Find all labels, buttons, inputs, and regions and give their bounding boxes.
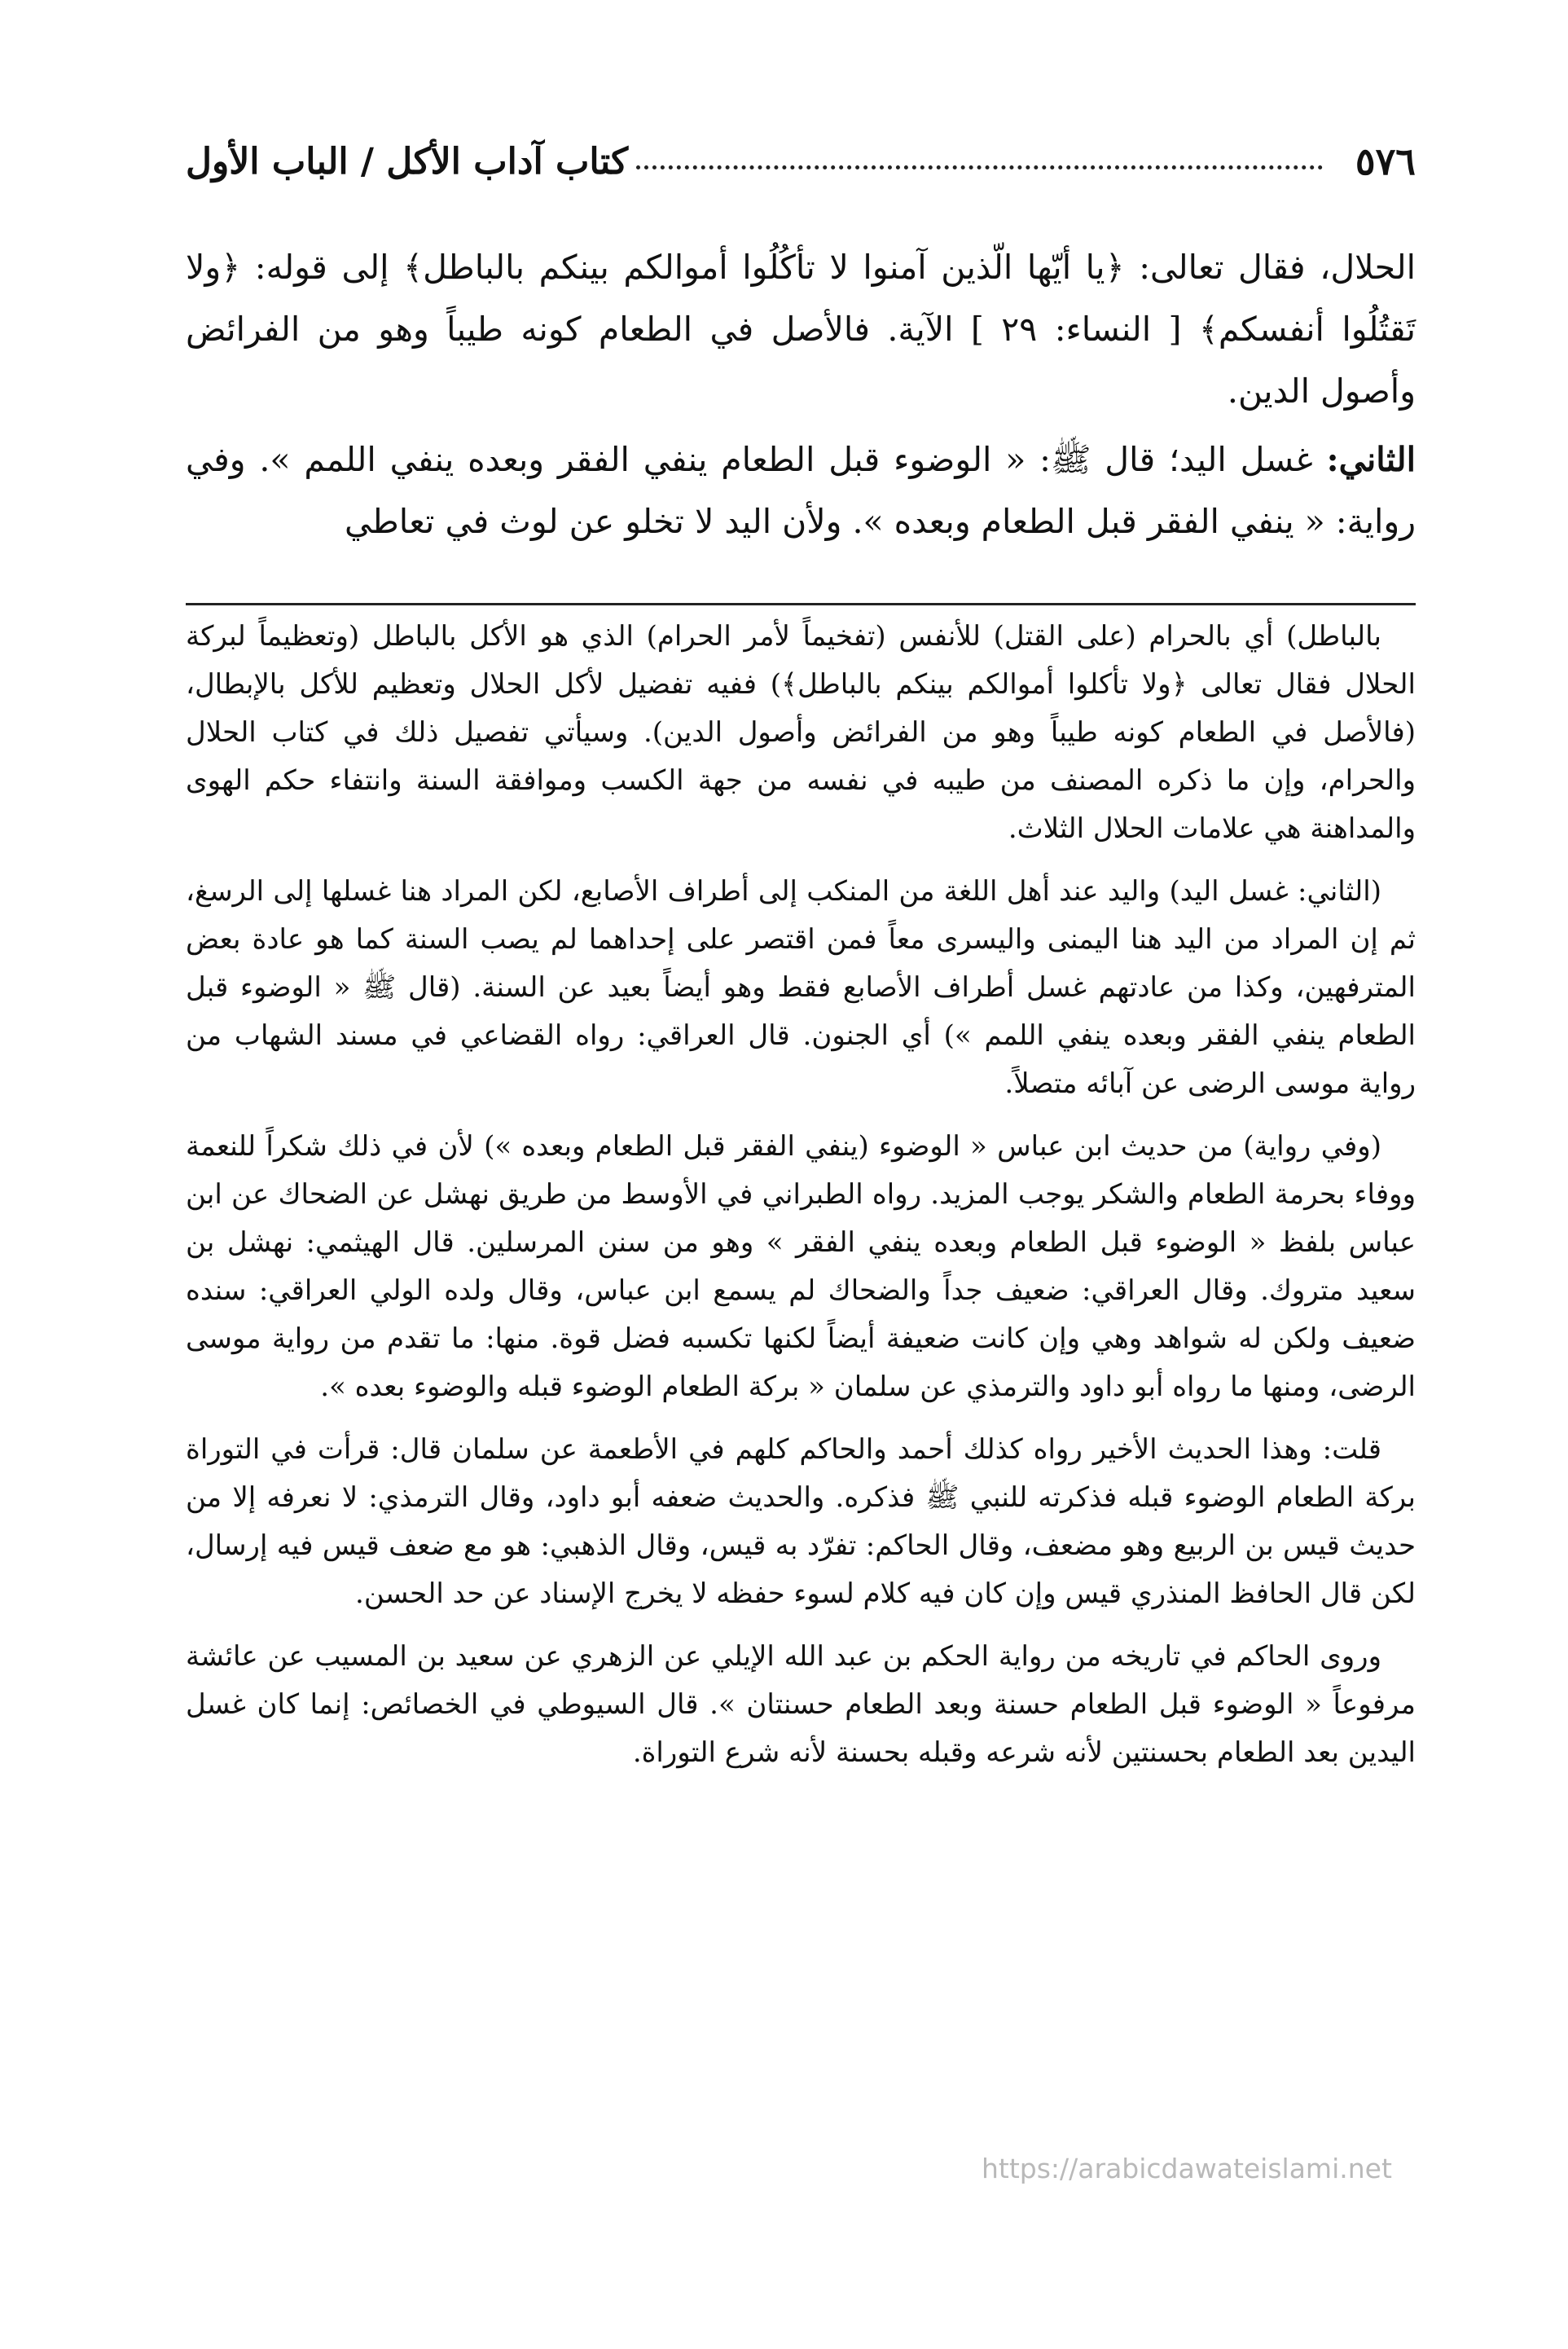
header-dotted-leader xyxy=(636,165,1323,169)
commentary-paragraph-1: بالباطل) أي بالحرام (على القتل) للأنفس (تفخيماً لأمر الحرام) الذي هو الأكل بالباطل (وتعظيماً لبركة الحلال فقال تعالى ﴿ولا تأكلوا أموالكم بينكم بالباطل﴾) ففيه تفضيل لأكل الحلال وتعظيم للأكل بالإبطال، (فالأصل في الطعام كونه طيباً وهو من الفرائض وأصول الدين). وسيأتي تفصيل ذلك في كتاب الحلال والحرام، وإن ما ذكره المصنف من طيبه في نفسه من جهة الكسب وموافقة السنة وانتفاء حكم الهوى والمداهنة هي علامات الحلال الثلاث. xyxy=(186,620,1416,845)
page-number: ٥٧٦ xyxy=(1355,139,1416,183)
running-title: كتاب آداب الأكل / الباب الأول xyxy=(186,140,629,183)
commentary-paragraph-5: وروى الحاكم في تاريخه من رواية الحكم بن عبد الله الإيلي عن الزهري عن سعيد بن المسيب عن عائشة مرفوعاً « الوضوء قبل الطعام حسنة وبعد الطعام حسنتان ». قال السيوطي في الخصائص: إنما كان غسل اليدين بعد الطعام بحسنتين لأنه شرعه وقبله بحسنة لأنه شرع التوراة. xyxy=(186,1640,1416,1769)
commentary-paragraph-3: (وفي رواية) من حديث ابن عباس « الوضوء (ينفي الفقر قبل الطعام وبعده ») لأن في ذلك شكراً للنعمة ووفاء بحرمة الطعام والشكر يوجب المزيد. رواه الطبراني في الأوسط من طريق نهشل عن الضحاك عن ابن عباس بلفظ « الوضوء قبل الطعام وبعده ينفي الفقر » وهو من سنن المرسلين. قال الهيثمي: نهشل بن سعيد متروك. وقال العراقي: ضعيف جداً والضحاك لم يسمع ابن عباس، وقال ولده الولي العراقي: سنده ضعيف ولكن له شواهد وهي وإن كانت ضعيفة أيضاً لكنها تكسبه فضل قوة. منها: ما تقدم من رواية موسى الرضى، ومنها ما رواه أبو داود والترمذي عن سلمان « بركة الطعام الوضوء قبله والوضوء بعده ». xyxy=(186,1130,1416,1403)
main-paragraph-2 xyxy=(186,429,1416,552)
commentary xyxy=(186,613,1416,1792)
main-text xyxy=(186,236,1416,552)
footnote-separator xyxy=(186,603,1416,605)
main-paragraph-1: الحلال، فقال تعالى: ﴿يا أيّها الّذين آمنوا لا تأكُلُوا أموالكم بينكم بالباطل﴾ إلى قوله: ﴿ولا تَقتُلُوا أنفسكم﴾ [ النساء: ٢٩ ] الآية. فالأصل في الطعام كونه طيباً وهو من الفرائض وأصول الدين. xyxy=(186,248,1416,411)
watermark-url: https://arabicdawateislami.net xyxy=(982,2153,1392,2184)
main-paragraph-2-body: غسل اليد؛ قال ﷺ: « الوضوء قبل الطعام ينفي الفقر وبعده ينفي اللمم ». وفي رواية: « ينفي الفقر قبل الطعام وبعده ». ولأن اليد لا تخلو عن لوث في تعاطي xyxy=(186,440,1416,541)
commentary-paragraph-4: قلت: وهذا الحديث الأخير رواه كذلك أحمد والحاكم كلهم في الأطعمة عن سلمان قال: قرأت في التوراة بركة الطعام الوضوء قبله فذكرته للنبي ﷺ فذكره. والحديث ضعفه أبو داود، وقال الترمذي: لا نعرفه إلا من حديث قيس بن الربيع وهو مضعف، وقال الحاكم: تفرّد به قيس، وقال الذهبي: هو مع ضعف قيس فيه إرسال، لكن قال الحافظ المنذري قيس وإن كان فيه كلام لسوء حفظه لا يخرج الإسناد عن حد الحسن. xyxy=(186,1433,1416,1610)
commentary-paragraph-2: (الثاني: غسل اليد) واليد عند أهل اللغة من المنكب إلى أطراف الأصابع، لكن المراد هنا غسلها إلى الرسغ، ثم إن المراد من اليد هنا اليمنى واليسرى معاً فمن اقتصر على إحداهما لم يصب السنة كما هو عادة بعض المترفهين، وكذا من عادتهم غسل أطراف الأصابع فقط وهو أيضاً بعيد عن السنة. (قال ﷺ « الوضوء قبل الطعام ينفي الفقر وبعده ينفي اللمم ») أي الجنون. قال العراقي: رواه القضاعي في مسند الشهاب من رواية موسى الرضى عن آبائه متصلاً. xyxy=(186,875,1416,1100)
main-paragraph-2-lead: الثاني: xyxy=(1326,440,1416,479)
page-header xyxy=(186,129,1416,194)
